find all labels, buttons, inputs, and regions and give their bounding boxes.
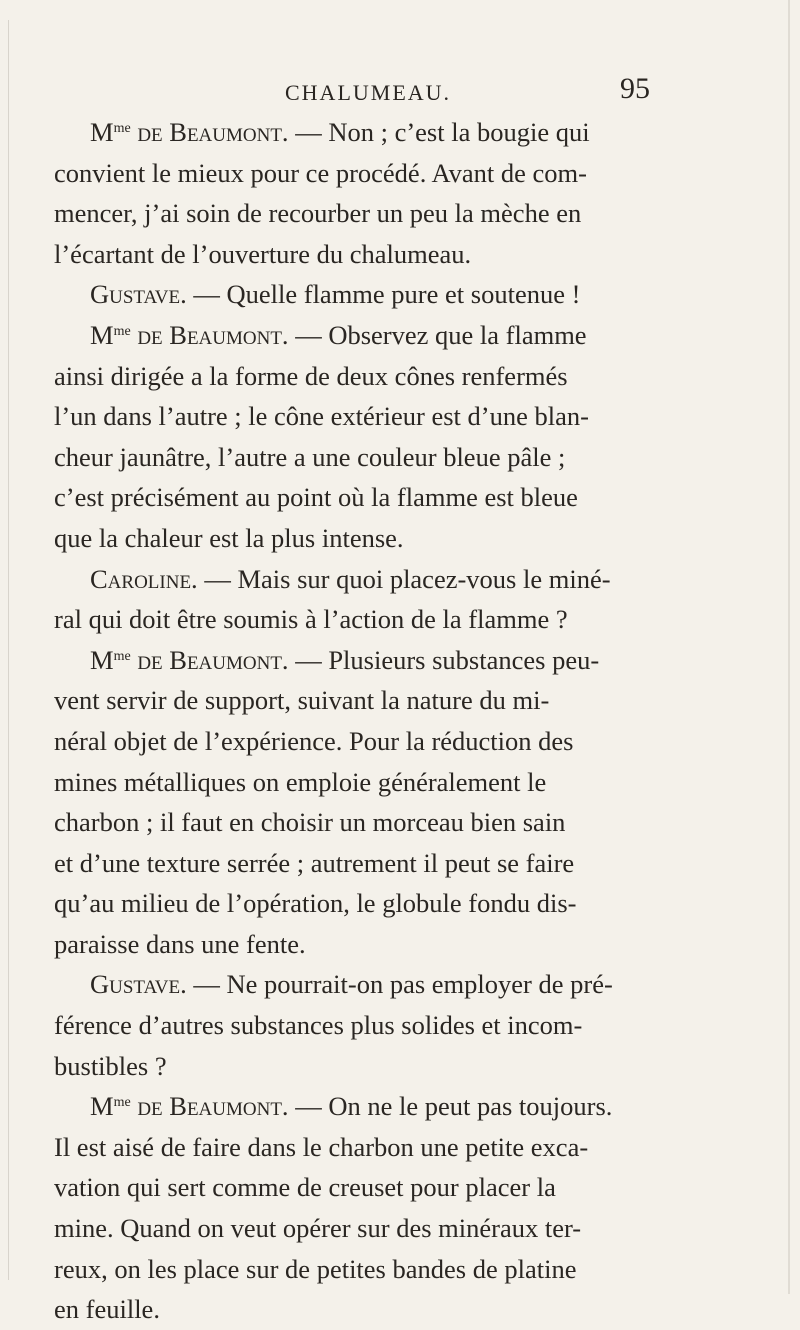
dialogue-line: Gustave. — Quelle flamme pure et soutenue ! — [90, 279, 581, 310]
text-line: cheur jaunâtre, l’autre a une couleur bleue pâle ; — [54, 441, 566, 472]
dialogue-line: $M^{me}$ de Beaumont. — On ne le peut pas toujours. — [90, 1091, 613, 1122]
text-line: Il est aisé de faire dans le charbon une petite exca- — [54, 1131, 589, 1162]
dialogue-line: $M^{me}$ de Beaumont. — Non ; c’est la bougie qui — [90, 117, 590, 147]
text-line: l’un dans l’autre ; le cône extérieur est d’une blan- — [54, 401, 589, 432]
text-line: ral qui doit être soumis à l’action de la flamme ? — [54, 604, 568, 635]
text-line: bustibles ? — [54, 1050, 167, 1081]
speaker-name: de Beaumont. — [137, 1091, 289, 1122]
speaker-name: Gustave. — [90, 279, 187, 310]
text-line: paraisse dans une fente. — [54, 928, 306, 959]
speaker-name: Caroline. — [90, 563, 198, 594]
dialogue-line: Gustave. — Ne pourrait-on pas employer de pré- — [90, 969, 613, 1000]
text-line: charbon ; il faut en choisir un morceau bien sain — [54, 807, 566, 838]
text-line: mine. Quand on veut opérer sur des minéraux ter- — [54, 1213, 582, 1244]
dialogue-line: $M^{me}$ de Beaumont. — Plusieurs substances peu- — [90, 644, 600, 675]
text-line: mencer, j’ai soin de recourber un peu la mèche en — [54, 198, 582, 229]
running-title: CHALUMEAU. — [285, 80, 452, 105]
speaker-name: de Beaumont. — [137, 644, 289, 675]
text-line: ainsi dirigée a la forme de deux cônes renfermés — [54, 360, 568, 391]
dialogue-line: Caroline. — Mais sur quoi placez-vous le miné- — [90, 563, 611, 594]
text-line: reux, on les place sur de petites bandes de platine — [54, 1253, 577, 1284]
text-line: férence d’autres substances plus solides et incom- — [54, 1010, 583, 1041]
page-left-edge — [8, 20, 9, 1280]
speaker-name: Gustave. — [90, 969, 187, 1000]
text-line: et d’une texture serrée ; autrement il peut se faire — [54, 847, 575, 878]
page-right-edge — [788, 0, 790, 1294]
speaker-name: de Beaumont. — [137, 117, 289, 147]
text-line: en feuille. — [54, 1294, 160, 1325]
body-text — [54, 112, 754, 1330]
text-line: mines métalliques on emploie généralement le — [54, 766, 547, 797]
text-line: qu’au milieu de l’opération, le globule fondu dis- — [54, 888, 577, 919]
speaker-name: de Beaumont. — [137, 319, 289, 350]
text-line: l’écartant de l’ouverture du chalumeau. — [54, 238, 472, 269]
text-line: néral objet de l’expérience. Pour la réduction des — [54, 725, 574, 756]
dialogue-line: $M^{me}$ de Beaumont. — Observez que la flamme — [90, 319, 587, 350]
text-line: vent servir de support, suivant la nature du mi- — [54, 685, 550, 716]
page-number: 95 — [620, 72, 650, 105]
text-line: vation qui sert comme de creuset pour placer la — [54, 1172, 556, 1203]
page-header — [0, 68, 800, 108]
text-line: c’est précisément au point où la flamme est bleue — [54, 482, 578, 513]
text-line: que la chaleur est la plus intense. — [54, 522, 404, 553]
text-line: convient le mieux pour ce procédé. Avant de com- — [54, 157, 587, 188]
